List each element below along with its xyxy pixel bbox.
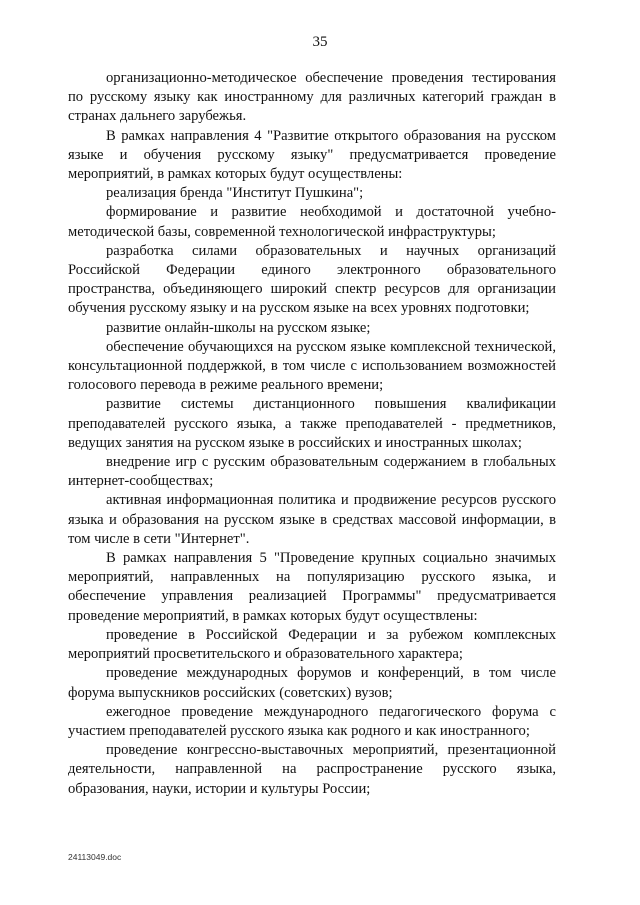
- document-body: [68, 69, 556, 799]
- paragraph: В рамках направления 4 "Развитие открытого образования на русском языке и обучения русскому языку" предусматривается проведение мероприятий, в рамках которых будут осуществлены:: [68, 127, 556, 183]
- paragraph: реализация бренда "Институт Пушкина";: [106, 185, 364, 202]
- paragraph: развитие онлайн-школы на русском языке;: [106, 319, 371, 336]
- paragraph: активная информационная политика и продвижение ресурсов русского языка и образования на русском языке в средствах массовой информации, в том числе в сети "Интернет".: [68, 492, 556, 547]
- page-number: 35: [312, 34, 328, 50]
- paragraph: внедрение игр с русским образовательным содержанием в глобальных интернет-сообществах;: [68, 454, 556, 490]
- footer-filename: 24113049.doc: [68, 852, 122, 862]
- paragraph: формирование и развитие необходимой и достаточной учебно-методической базы, современной технологической инфраструктуры;: [68, 204, 556, 240]
- paragraph: разработка силами образовательных и научных организаций Российской Федерации единого электронного образовательного пространства, объединяющего широкий спектр ресурсов для организации обучения русскому языку и на русском языке на всех уровнях подготовки;: [68, 242, 556, 317]
- paragraph: ежегодное проведение международного педагогического форума с участием преподавателей русского языка как родного и как иностранного;: [68, 703, 556, 739]
- paragraph: организационно-методическое обеспечение проведения тестирования по русскому языку как иностранному для различных категорий граждан в странах дальнего зарубежья.: [68, 70, 556, 125]
- paragraph: проведение международных форумов и конференций, в том числе форума выпускников российских (советских) вузов;: [68, 665, 556, 701]
- paragraph: проведение в Российской Федерации и за рубежом комплексных мероприятий просветительского и образовательного характера;: [68, 626, 556, 663]
- paragraph: обеспечение обучающихся на русском языке комплексной технической, консультационной поддержкой, в том числе с использованием возможностей голосового перевода в режиме реального времени;: [68, 338, 556, 394]
- paragraph: развитие системы дистанционного повышения квалификации преподавателей русского языка, а также преподавателей - предметников, ведущих занятия на русском языке в российских и иностранных школах;: [68, 396, 556, 451]
- paragraph: проведение конгрессно-выставочных мероприятий, презентационной деятельности, направленной на распространение русского языка, образования, науки, истории и культуры России;: [68, 742, 556, 797]
- paragraph: В рамках направления 5 "Проведение крупных социально значимых мероприятий, направленных на популяризацию русского языка, и обеспечение управления реализацией Программы" предусматривается проведение мероприятий, в рамках которых будут осуществлены:: [68, 550, 556, 624]
